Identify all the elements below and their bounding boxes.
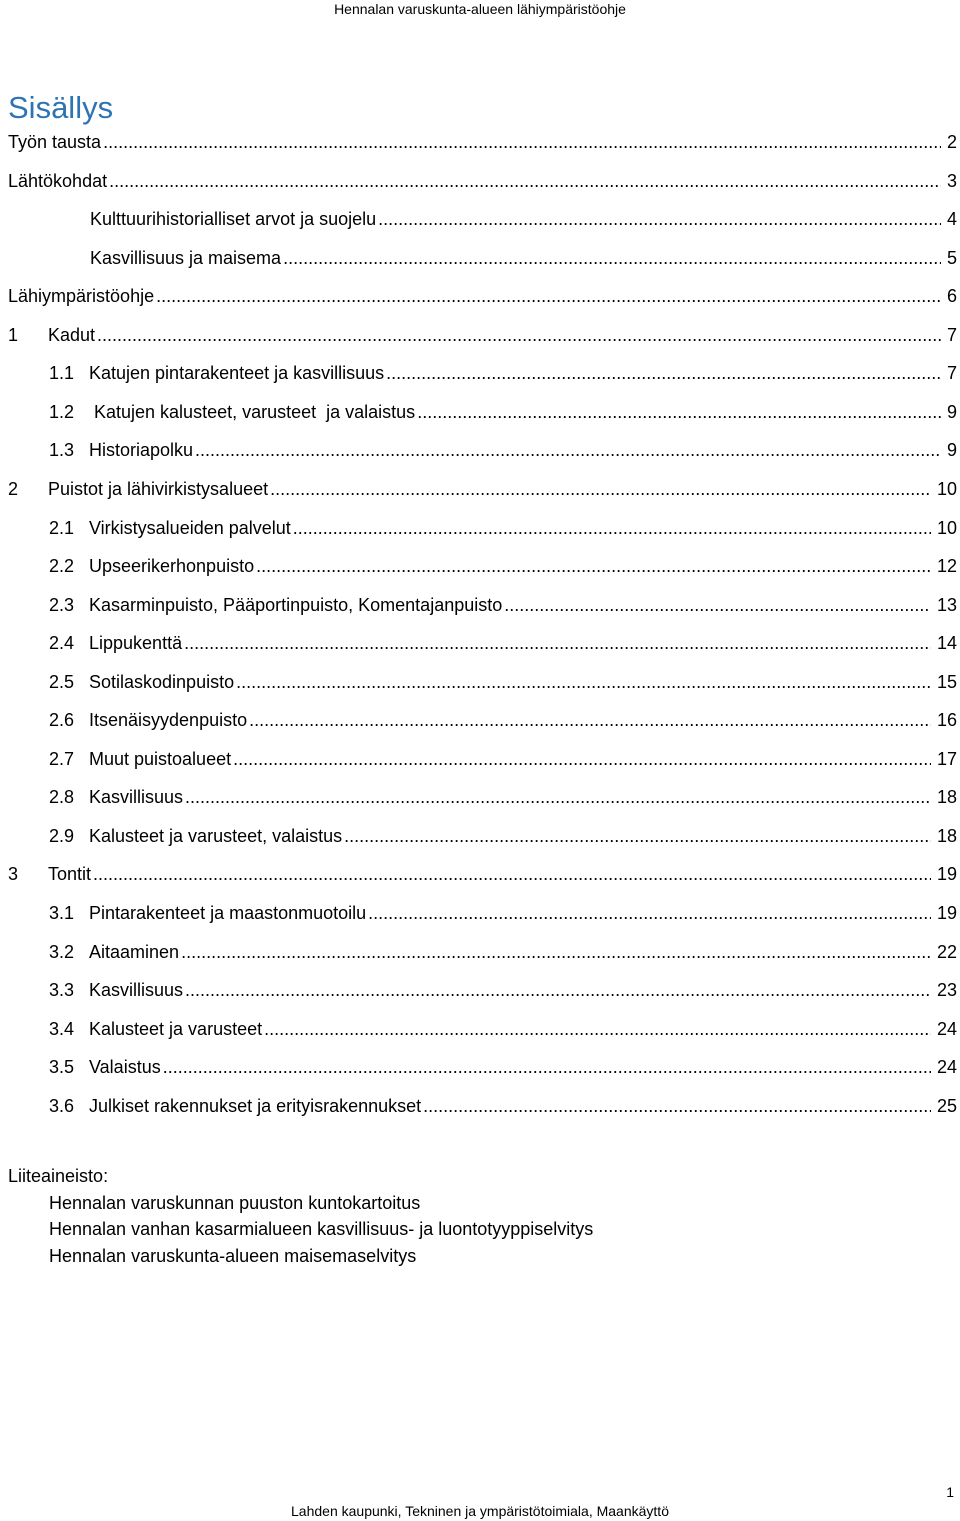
toc-entry-number: 3.4 <box>49 1018 75 1039</box>
toc-entry[interactable] <box>8 1094 957 1118</box>
toc-entry-number: 2.1 <box>49 517 75 538</box>
toc-entry-number: 1 <box>8 324 19 345</box>
toc-entry-number: 3.3 <box>49 980 75 1001</box>
toc-entry-label: Kasvillisuus <box>89 787 184 808</box>
appendix-item: Hennalan vanhan kasarmialueen kasvillisuus- ja luontotyyppiselvitys <box>49 1219 594 1239</box>
toc-entry-page: 22 <box>936 941 957 962</box>
toc-leader-dots <box>97 323 941 347</box>
toc-entry-page: 23 <box>936 980 957 1001</box>
toc-entry-label: Katujen kalusteet, varusteet ja valaistus <box>89 401 416 422</box>
toc-entry-label: Upseerikerhonpuisto <box>89 556 255 577</box>
toc-entry-label: Kulttuurihistorialliset arvot ja suojelu <box>90 209 377 230</box>
toc-entry-number: 3.1 <box>49 903 75 923</box>
toc-leader-dots <box>181 940 931 964</box>
appendix-item: Hennalan varuskunta-alueen maisemaselvitys <box>49 1245 417 1266</box>
toc-leader-dots <box>344 824 931 848</box>
toc-entry[interactable] <box>8 438 957 462</box>
toc-entry-label: Kasarminpuisto, Pääportinpuisto, Komentajanpuisto <box>89 594 503 615</box>
toc-entry-number: 3.5 <box>49 1057 75 1078</box>
toc-entry-label: Julkiset rakennukset ja erityisrakennukset <box>89 1095 422 1116</box>
toc-entry[interactable] <box>8 130 957 154</box>
toc-entry-label: Katujen pintarakenteet ja kasvillisuus <box>89 363 385 384</box>
toc-entry[interactable] <box>8 978 957 1002</box>
toc-entry[interactable] <box>8 1017 957 1041</box>
toc-entry-label: Työn tausta <box>8 132 102 152</box>
toc-entry-label: Itsenäisyydenpuisto <box>89 710 248 731</box>
toc-entry-page: 16 <box>936 710 957 731</box>
toc-entry-number: 1.2 <box>49 401 75 422</box>
page-footer: Lahden kaupunki, Tekninen ja ympäristötoimiala, Maankäyttö <box>291 1503 669 1519</box>
toc-entry-page: 24 <box>936 1018 957 1039</box>
toc-entry-page: 19 <box>936 903 957 923</box>
toc-entry-label: Kasvillisuus ja maisema <box>90 247 282 268</box>
toc-leader-dots <box>504 593 931 617</box>
toc-entry[interactable] <box>8 284 957 308</box>
toc-entry[interactable] <box>8 554 957 578</box>
toc-entry-page: 13 <box>936 594 957 615</box>
toc-entry[interactable] <box>8 361 957 385</box>
toc-leader-dots <box>184 631 931 655</box>
toc-entry[interactable] <box>8 940 957 964</box>
toc-entry-page: 7 <box>946 363 957 384</box>
toc-entry-label: Lippukenttä <box>89 633 183 654</box>
toc-entry-page: 14 <box>936 633 957 654</box>
toc-entry[interactable] <box>8 785 957 809</box>
toc-leader-dots <box>378 207 941 231</box>
toc-leader-dots <box>423 1094 931 1118</box>
toc-entry-page: 6 <box>946 286 957 307</box>
toc-entry-label: Pintarakenteet ja maastonmuotoilu <box>89 903 367 923</box>
appendix-section <box>8 1163 593 1269</box>
toc-entry-label: Puistot ja lähivirkistysalueet <box>48 478 269 499</box>
toc-leader-dots <box>195 438 941 462</box>
toc-entry-page: 17 <box>936 748 957 769</box>
toc-entry[interactable] <box>49 207 957 231</box>
toc-entry-page: 18 <box>936 825 957 846</box>
toc-leader-dots <box>264 1017 931 1041</box>
toc-entry-number: 2.2 <box>49 556 75 577</box>
toc-leader-dots <box>233 747 931 771</box>
toc-entry-number: 3.6 <box>49 1095 75 1116</box>
toc-entry-label: Kadut <box>48 324 96 345</box>
toc-leader-dots <box>417 400 941 424</box>
toc-entry-label: Virkistysalueiden palvelut <box>89 517 291 538</box>
toc-entry-number: 1.1 <box>49 363 75 384</box>
toc-entry-number: 2.5 <box>49 671 75 692</box>
toc-entry-label: Muut puistoalueet <box>89 748 232 769</box>
toc-entry-number: 3.2 <box>49 941 75 962</box>
toc-leader-dots <box>185 785 931 809</box>
toc-entry-number: 3 <box>8 864 19 885</box>
toc-entry-label: Valaistus <box>89 1057 161 1078</box>
toc-entry-page: 12 <box>936 556 957 577</box>
toc-entry-page: 10 <box>936 517 957 538</box>
toc-entry[interactable] <box>49 246 957 270</box>
toc-entry[interactable] <box>8 323 957 347</box>
toc-entry-number: 2.8 <box>49 787 75 808</box>
toc-entry-label: Kalusteet ja varusteet <box>89 1018 263 1039</box>
toc-entry-page: 4 <box>946 209 957 230</box>
toc-entry-label: Historiapolku <box>89 440 194 461</box>
toc-entry[interactable] <box>8 169 957 193</box>
toc-entry-page: 19 <box>936 864 957 885</box>
toc-leader-dots <box>386 361 941 385</box>
toc-entry[interactable] <box>8 824 957 848</box>
toc-leader-dots <box>236 670 931 694</box>
toc-leader-dots <box>249 708 931 732</box>
toc-entry-page: 18 <box>936 787 957 808</box>
toc-entry-page: 24 <box>936 1057 957 1078</box>
toc-entry-page: 7 <box>946 324 957 345</box>
toc-entry-number: 2.4 <box>49 633 75 654</box>
toc-title: Sisällys <box>8 90 114 125</box>
toc-entry-number: 2.9 <box>49 825 75 846</box>
toc-entry[interactable] <box>8 631 957 655</box>
page-header: Hennalan varuskunta-alueen lähiympäristöohje <box>334 1 626 17</box>
toc-entry-number: 2 <box>8 478 19 499</box>
toc-entry-label: Lähiympäristöohje <box>8 286 155 307</box>
toc-entry-page: 10 <box>936 478 957 499</box>
toc-leader-dots <box>109 169 941 193</box>
toc-entry-label: Kalusteet ja varusteet, valaistus <box>89 825 343 846</box>
toc-leader-dots <box>293 516 931 540</box>
toc-entry-number: 2.7 <box>49 748 75 769</box>
toc-entry[interactable] <box>8 708 957 732</box>
appendix-item: Hennalan varuskunnan puuston kuntokartoitus <box>49 1192 421 1213</box>
toc-leader-dots <box>163 1055 931 1079</box>
toc-entry-page: 15 <box>936 671 957 692</box>
toc-entry-number: 2.3 <box>49 594 75 615</box>
toc-entry[interactable] <box>8 862 957 886</box>
appendix-heading: Liiteaineisto: <box>8 1166 109 1186</box>
page-number: 1 <box>946 1484 954 1500</box>
toc-entry[interactable] <box>8 516 957 540</box>
toc-entry-page: 3 <box>946 170 957 191</box>
toc-entry-page: 9 <box>946 440 957 461</box>
toc-entry-label: Aitaaminen <box>89 941 180 962</box>
toc-entry-page: 2 <box>946 132 957 152</box>
toc-entry[interactable] <box>8 1055 957 1079</box>
toc-entry-label: Tontit <box>48 864 92 885</box>
toc-entry[interactable] <box>8 477 957 501</box>
toc-leader-dots <box>103 130 941 154</box>
toc-entry-page: 9 <box>946 401 957 422</box>
toc-entry[interactable] <box>8 593 957 617</box>
toc-entry-label: Sotilaskodinpuisto <box>89 671 235 692</box>
toc-entry-page: 25 <box>936 1095 957 1116</box>
toc-leader-dots <box>156 284 941 308</box>
toc-entry[interactable] <box>8 747 957 771</box>
toc-entry[interactable] <box>8 400 957 424</box>
toc-entry[interactable] <box>8 670 957 694</box>
toc-entry-label: Kasvillisuus <box>89 980 184 1001</box>
toc-entry-number: 2.6 <box>49 710 75 731</box>
toc-leader-dots <box>368 901 931 925</box>
toc-entry-label: Lähtökohdat <box>8 170 108 191</box>
toc-entry[interactable] <box>8 901 957 925</box>
toc-leader-dots <box>270 477 931 501</box>
toc-entry-page: 5 <box>946 247 957 268</box>
toc-entry-number: 1.3 <box>49 440 75 461</box>
toc-leader-dots <box>93 862 931 886</box>
toc-leader-dots <box>185 978 931 1002</box>
toc-leader-dots <box>283 246 941 270</box>
toc-leader-dots <box>256 554 931 578</box>
